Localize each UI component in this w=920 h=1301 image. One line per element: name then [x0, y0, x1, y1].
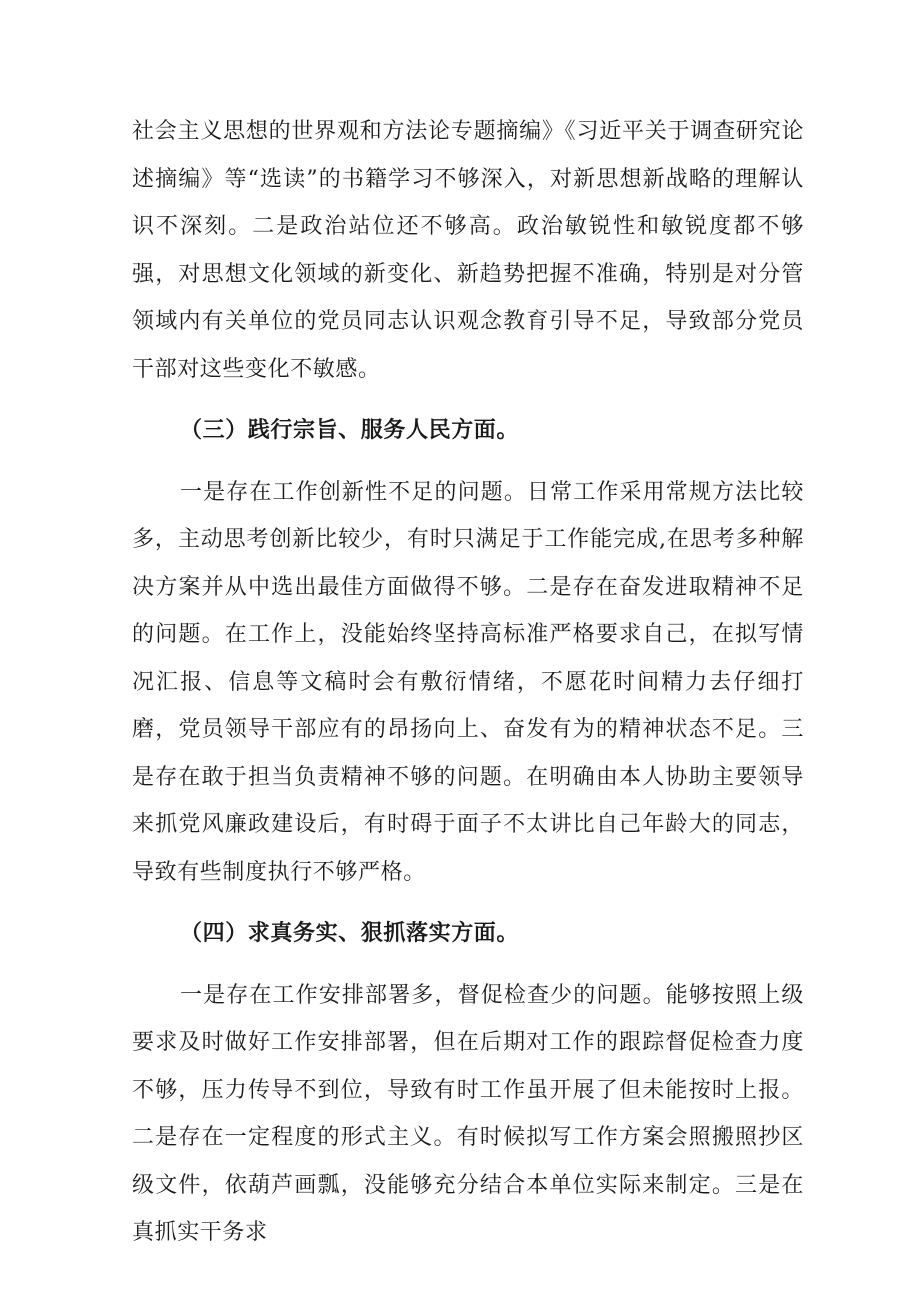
paragraph-section-3: 一是存在工作创新性不足的问题。日常工作采用常规方法比较多，主动思考创新比较少，有时只满足于工作能完成,在思考多种解决方案并从中选出最佳方面做得不够。二是存在奋发进取精神不足的问题。在工作上，没能始终坚持高标准严格要求自己，在拟写情况汇报、信息等文稿时会有敷衍情绪，不愿花时间精力去仔细打磨，党员领导干部应有的昂扬向上、奋发有为的精神状态不足。三是存在敢于担当负责精神不够的问题。在明确由本人协助主要领导来抓党风廉政建设后，有时碍于面子不太讲比自己年龄大的同志，导致有些制度执行不够严格。 [132, 479, 804, 885]
paragraph-continuation: 社会主义思想的世界观和方法论专题摘编》《习近平关于调查研究论述摘编》等“选读”的书籍学习不够深入，对新思想新战略的理解认识不深刻。二是政治站位还不够高。政治敏锐性和敏锐度都不够强，对思想文化领域的新变化、新趋势把握不准确，特别是对分管领域内有关单位的党员同志认识观念教育引导不足，导致部分党员干部对这些变化不敏感。 [132, 119, 804, 382]
section-heading-4: （四）求真务实、狠抓落实方面。 [180, 920, 520, 946]
paragraph-section-4: 一是存在工作安排部署多，督促检查少的问题。能够按照上级要求及时做好工作安排部署，但在后期对工作的跟踪督促检查力度不够，压力传导不到位，导致有时工作虽开展了但未能按时上报。二是存在一定程度的形式主义。有时候拟写工作方案会照搬照抄区级文件，依葫芦画瓢，没能够充分结合本单位实际来制定。三是在真抓实干务求 [132, 982, 804, 1245]
section-heading-3: （三）践行宗旨、服务人民方面。 [180, 417, 520, 443]
document-body [132, 108, 804, 1257]
